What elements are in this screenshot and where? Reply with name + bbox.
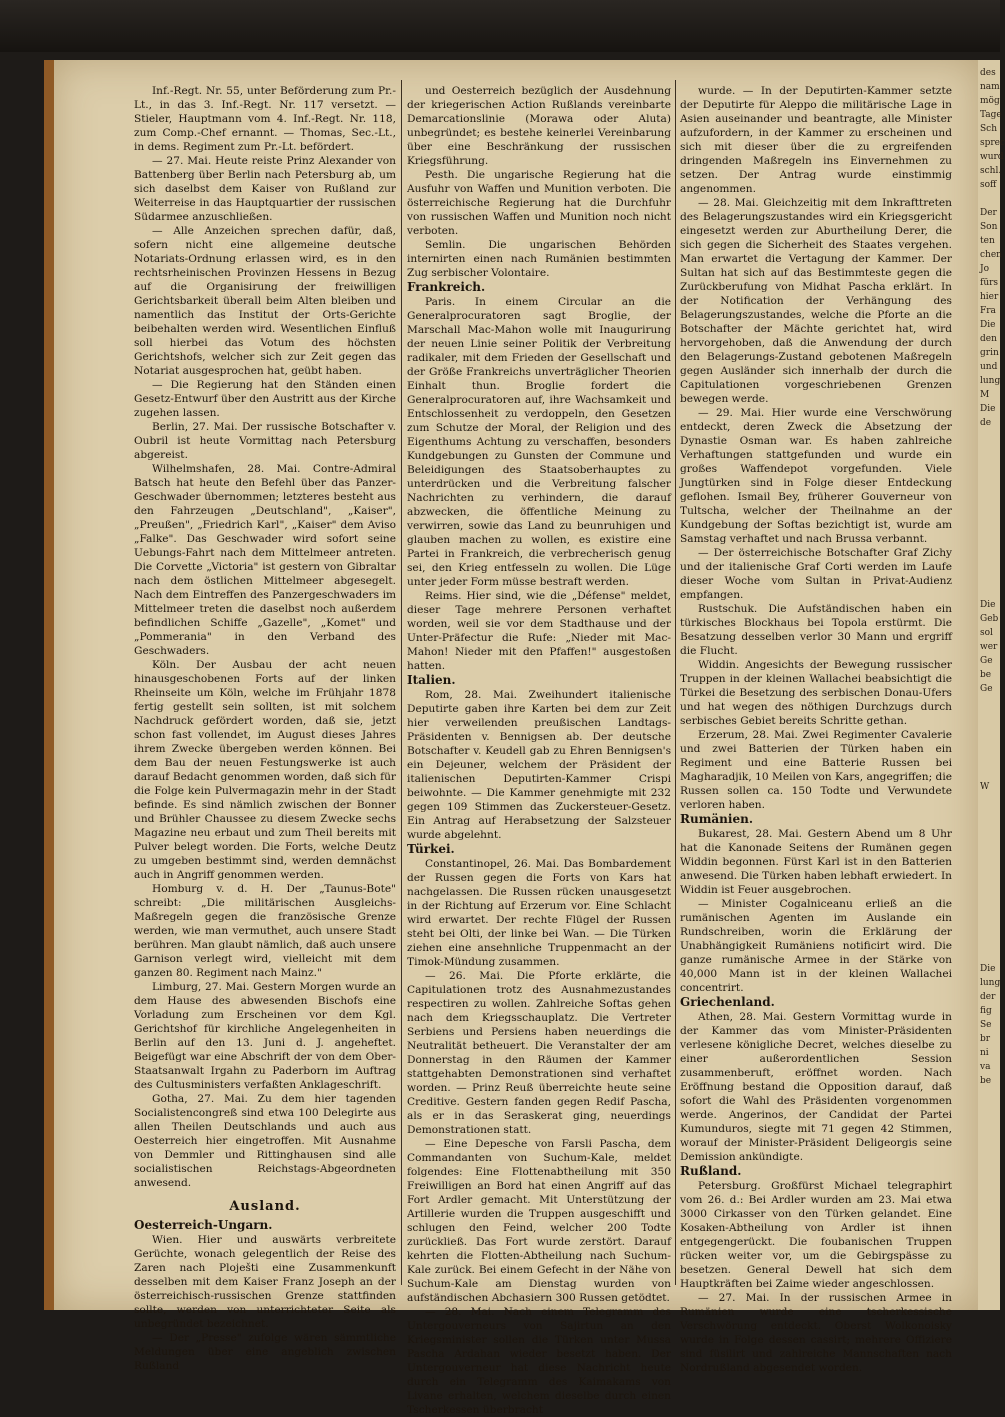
article-paragraph: und Oesterreich bezüglich der Ausdehnung der kriegerischen Action Rußlands vereinbarte Demarcationslinie (Morawa oder Aluta) unbegründet; es bestehe keinerlei Vereinbarung über eine Beschränkung der russischen Kriegsführung. <box>407 85 671 167</box>
article-paragraph: — 28. Mai. Nach einem Telegramm des Untergouverneurs von Sajirtun an den Kriegsminister sollen die Türken unter Mussa Pascha Ardahan wieder besetzt haben. Der Untergouverneur hat diese Nachricht heute durch ein Telegramm des Kaimakams von Livane erhalten, welchem dieselbe durch einen Tscherkessen überbracht <box>407 1306 671 1416</box>
article-paragraph: Constantinopel, 26. Mai. Das Bombardement der Russen gegen die Forts von Kars hat nachgelassen. Die Russen rücken unausgesetzt in der Richtung auf Erzerum vor. Eine Schlacht wird erwartet. Der rechte Flügel der Russen steht bei Olti, der linke bei Wan. — Die Türken ziehen eine ansehnliche Truppenmacht an der Timok-Mündung zusammen. <box>407 858 671 968</box>
article-paragraph: — Der österreichische Botschafter Graf Zichy und der italienische Graf Corti werden im Laufe dieser Woche vom Sultan in Privat-Audienz empfangen. <box>680 547 952 601</box>
article-paragraph: Gotha, 27. Mai. Zu dem hier tagenden Socialistencongreß sind etwa 100 Delegirte aus allen Theilen Deutschlands und auch aus Oesterreich hier eingetroffen. Mit Ausnahme von Demmler und Rittinghausen sind alle socialistischen Reichstags-Abgeordneten anwesend. <box>134 1093 396 1189</box>
country-heading-rumaenien: Rumänien. <box>680 812 753 826</box>
country-heading-griechenland: Griechenland. <box>680 995 775 1009</box>
article-paragraph: — Alle Anzeichen sprechen dafür, daß, sofern nicht eine allgemeine deutsche Notariats-Ordnung erlassen wird, es in den rechtsrheinischen Provinzen Hessens in Bezug auf die Organisirung der freiwilligen Gerichtsbarkeit überall beim Alten bleiben und namentlich das Institut der Orts-Gerichte beibehalten werden wird. Wesentlichen Einfluß soll hierbei das Votum des höchsten Gerichtshofs, welcher sich zur Zeit gegen das Notariat ausgesprochen hat, geübt haben. <box>134 225 396 377</box>
article-paragraph: Widdin. Angesichts der Bewegung russischer Truppen in der kleinen Wallachei beabsichtigt die Türkei die Besetzung des serbischen Donau-Ufers und hat wegen des nöthigen Durchzugs durch serbisches Gebiet bereits Schritte gethan. <box>680 659 952 727</box>
column-1 <box>134 84 396 1372</box>
country-heading-oesterreich: Oesterreich-Ungarn. <box>134 1218 273 1232</box>
article-paragraph: Wilhelmshafen, 28. Mai. Contre-Admiral Batsch hat heute den Befehl über das Panzer-Geschwader übernommen; letzteres besteht aus den Fahrzeugen „Deutschland", „Kaiser", „Preußen", „Friedrich Karl", „Kaiser" dem Aviso „Falke". Das Geschwader wird sofort seine Uebungs-Fahrt nach dem Mittelmeer antreten. Die Corvette „Victoria" ist gestern von Gibraltar nach dem östlichen Mittelmeer abgesegelt. Nach dem Eintreffen des Panzergeschwaders im Mittelmeer treten die daselbst noch außerdem befindlichen Schiffe „Gazelle", „Komet" und „Pommerania" in den Verband des Geschwaders. <box>134 463 396 657</box>
article-paragraph: Erzerum, 28. Mai. Zwei Regimenter Cavalerie und zwei Batterien der Türken haben ein Regiment und eine Batterie Russen bei Magharadjik, 10 Meilen von Kars, angegriffen; die Russen sollen ca. 150 Todte und Verwundete verloren haben. <box>680 729 952 811</box>
article-paragraph: — 26. Mai. Die Pforte erklärte, die Capitulationen trotz des Ausnahmezustandes respectiren zu wollen. Zahlreiche Softas gehen nach dem Kriegsschauplatz. Die Vertreter Serbiens und Persiens haben neuerdings die Neutralität betheuert. Die Veranstalter der am Donnerstag in den Räumen der Kammer stattgehabten Demonstrationen sind verhaftet worden. — Prinz Reuß überreichte heute seine Creditive. Gestern fanden gegen Redif Pascha, als er in das Seraskerat ging, neuerdings Demonstrationen statt. <box>407 970 671 1136</box>
column-rule-2 <box>675 80 676 1285</box>
article-paragraph: Rom, 28. Mai. Zweihundert italienische Deputirte gaben ihre Karten bei dem zur Zeit hier verweilenden preußischen Landtags-Präsidenten v. Bennigsen ab. Der deutsche Botschafter v. Keudell gab zu Ehren Bennigsen's ein Dejeuner, welchem der Präsident der italienischen Deputirten-Kammer Crispi beiwohnte. — Die Kammer genehmigte mit 232 gegen 109 Stimmen das Zuckersteuer-Gesetz. Ein Antrag auf Herabsetzung der Salzsteuer wurde abgelehnt. <box>407 689 671 841</box>
article-paragraph: Homburg v. d. H. Der „Taunus-Bote" schreibt: „Die militärischen Ausgleichs-Maßregeln gegen die französische Grenze werden, wie man vermuthet, auch unsere Stadt berühren. Man glaubt nämlich, daß auch unsere Garnison verlegt wird, vielleicht mit dem ganzen 80. Regiment nach Mainz." <box>134 883 396 979</box>
article-paragraph: Inf.-Regt. Nr. 55, unter Beförderung zum Pr.-Lt., in das 3. Inf.-Regt. Nr. 117 versetzt. — Stieler, Hauptmann vom 4. Inf.-Regt. Nr. 118, zum Comp.-Chef ernannt. — Thomas, Sec.-Lt., in dems. Regiment zum Pr.-Lt. befördert. <box>134 85 396 153</box>
article-paragraph: Paris. In einem Circular an die Generalprocuratoren sagt Broglie, der Marschall Mac-Mahon wolle mit Inaugurirung der neuen Linie seiner Politik der Verbreitung radikaler, mit dem Frieden der Gesellschaft und der Größe Frankreichs unverträglicher Theorien Einhalt thun. Broglie fordert die Generalprocuratoren auf, ihre Wachsamkeit und Entschlossenheit zu verdoppeln, den Gesetzen zum Schutze der Moral, der Religion und des Eigenthums Achtung zu verschaffen, besonders Kundgebungen zu Gunsten der Commune und Beleidigungen des Staatsoberhauptes zu unterdrücken und die Verbreitung falscher Nachrichten zu verhindern, die darauf abzwecken, die öffentliche Meinung zu verwirren, sowie das Land zu beunruhigen und glauben machen zu wollen, es existire eine Partei in Frankreich, die verbrecherisch genug sei, den Krieg entfesseln zu wollen. Die Lüge unter jeder Form müsse bestraft werden. <box>407 296 671 588</box>
article-paragraph: — 29. Mai. Hier wurde eine Verschwörung entdeckt, deren Zweck die Absetzung der Dynastie Osman war. Es haben zahlreiche Verhaftungen stattgefunden und wurde ein großes Waffendepot vorgefunden. Viele Jungtürken sind in Folge dieser Entdeckung geflohen. Ismail Bey, früherer Gouverneur von Tultscha, welcher der Theilnahme an der Kundgebung der Softas bezichtigt ist, wurde am Samstag verhaftet und nach Brussa verbannt. <box>680 407 952 545</box>
column-rule-1 <box>401 80 402 1285</box>
adjacent-page-edge <box>978 60 1005 1310</box>
article-paragraph: Reims. Hier sind, wie die „Défense" meldet, dieser Tage mehrere Personen verhaftet worden, weil sie vor dem Stadthause und der Unter-Präfectur die Rufe: „Nieder mit Mac-Mahon! Nieder mit den Pfaffen!" ausgestoßen hatten. <box>407 590 671 672</box>
article-paragraph: Berlin, 27. Mai. Der russische Botschafter v. Oubril ist heute Vormittag nach Petersburg abgereist. <box>134 421 396 461</box>
article-paragraph: Athen, 28. Mai. Gestern Vormittag wurde in der Kammer das vom Minister-Präsidenten verlesene königliche Decret, welches dieselbe zu einer außerordentlichen Session zusammenberuft, eröffnet worden. Nach Eröffnung bestand die Opposition darauf, daß sofort die Wahl des Präsidenten vorgenommen werde. Angerinos, der Candidat der Partei Kumunduros, siegte mit 71 gegen 42 Stimmen, worauf der Minister-Präsident Deligeorgis seine Demission ankündigte. <box>680 1011 952 1163</box>
column-2 <box>407 84 671 1416</box>
country-heading-tuerkei: Türkei. <box>407 842 455 856</box>
article-paragraph: Bukarest, 28. Mai. Gestern Abend um 8 Uhr hat die Kanonade Seitens der Rumänen gegen Widdin begonnen. Fürst Karl ist in den Batterien anwesend. Die Türken haben lebhaft erwiedert. In Widdin ist Feuer ausgebrochen. <box>680 828 952 896</box>
article-paragraph: — 28. Mai. Gleichzeitig mit dem Inkrafttreten des Belagerungszustandes wird ein Kriegsgericht eingesetzt werden zur Aburtheilung Derer, die sich gegen die Sicherheit des Staates vergehen. Man erwartet die Vertagung der Kammer. Der Sultan hat sich auf das Bestimmteste gegen die Zurückberufung von Midhat Pascha erklärt. In der Notification der Verhängung des Belagerungszustandes, welche die Pforte an die Botschafter der Mächte gerichtet hat, wird hervorgehoben, daß die Anwendung der durch den Belagerungs-Zustand gebotenen Maßregeln gegen Ausländer sich innerhalb der durch die Capitulationen vorgeschriebenen Grenzen bewegen werde. <box>680 197 952 405</box>
article-paragraph: — Eine Depesche von Farsli Pascha, dem Commandanten von Suchum-Kale, meldet folgendes: Eine Flottenabtheilung mit 350 Freiwilligen an Bord hat einen Angriff auf das Fort Ardler gemacht. Mit Unterstützung der Artillerie wurden die Truppen ausgeschifft und schlugen den Feind, welcher 200 Todte zurückließ. Das Fort wurde zerstört. Darauf kehrten die Flotten-Abtheilung nach Suchum-Kale zurück. Bei einem Gefecht in der Nähe von Suchum-Kale am Dienstag wurden von aufständischen Abchasiern 300 Russen getödtet. <box>407 1138 671 1304</box>
country-heading-russland: Rußland. <box>680 1164 742 1178</box>
article-paragraph: Pesth. Die ungarische Regierung hat die Ausfuhr von Waffen und Munition verboten. Die österreichische Regierung hat die Durchfuhr von russischen Waffen und Munition noch nicht verboten. <box>407 169 671 237</box>
country-heading-italien: Italien. <box>407 673 456 687</box>
section-heading-ausland: Ausland. <box>229 1199 301 1214</box>
article-paragraph: — Die Regierung hat den Ständen einen Gesetz-Entwurf über den Austritt aus der Kirche zugehen lassen. <box>134 379 396 419</box>
article-paragraph: — 27. Mai. In der russischen Armee in Rumänien wurde eine tscherkessische Verschwörung entdeckt. Oberst Wolkonoisky wurde in Folge dessen cassirt; mehrere Offiziere sind füsilirt und zahlreiche Mannschaften nach Nordrußland abgesendet worden. <box>680 1292 952 1374</box>
article-paragraph: Petersburg. Großfürst Michael telegraphirt vom 26. d.: Bei Ardler wurden am 23. Mai etwa 3000 Cirkasser von den Türken gelandet. Eine Kosaken-Abtheilung von Ardler ist ihnen entgegengerückt. Die foubanischen Truppen rücken weiter vor, um die Gebirgspässe zu besetzen. General Dewell hat sich dem Hauptkräften bei Zaime wieder angeschlossen. <box>680 1180 952 1290</box>
article-paragraph: Wien. Hier und auswärts verbreitete Gerüchte, wonach gelegentlich der Reise des Zaren nach Ploješti eine Zusammenkunft desselben mit dem Kaiser Franz Joseph an der österreichisch-russischen Grenze stattfinden sollte, werden von unterrichteter Seite als unbegründet bezeichnet. <box>134 1234 396 1330</box>
country-heading-frankreich: Frankreich. <box>407 280 486 294</box>
article-paragraph: — 27. Mai. Heute reiste Prinz Alexander von Battenberg über Berlin nach Petersburg ab, um sich daselbst dem Kaiser von Rußland zur Weiterreise in das Hauptquartier der russischen Südarmee anzuschließen. <box>134 155 396 223</box>
article-paragraph: — Der „Presse" zufolge wären sämmtliche Meldungen über eine angeblich zwischen Rußland <box>134 1332 396 1372</box>
article-paragraph: — Minister Cogalniceanu erließ an die rumänischen Agenten im Auslande ein Rundschreiben, worin die Erklärung der Unabhängigkeit Rumäniens notificirt wird. Die ganze rumänische Armee in der Stärke von 40,000 Mann ist in der kleinen Wallachei concentrirt. <box>680 898 952 994</box>
scan-background <box>0 0 1000 52</box>
article-paragraph: Köln. Der Ausbau der acht neuen hinausgeschobenen Forts auf der linken Rheinseite um Köln, welche im Frühjahr 1878 fertig gestellt sein sollten, ist mit solchem Nachdruck gefördert worden, daß sie, jetzt schon fast vollendet, im August dieses Jahres ihrem Zwecke übergeben werden können. Bei dem Bau der neuen Festungswerke ist auch darauf Bedacht genommen worden, daß sich für die Folge kein Pulvermagazin mehr in der Stadt befinde. Es sind nämlich zwischen der Bonner und Brühler Chaussee zu diesem Zwecke sechs Magazine neu erbaut und zum Theil bereits mit Pulver belegt worden. Die Forts, welche Deutz zu umgeben bestimmt sind, werden demnächst auch in Angriff genommen werden. <box>134 659 396 881</box>
article-paragraph: Rustschuk. Die Aufständischen haben ein türkisches Blockhaus bei Topola erstürmt. Die Besatzung desselben verlor 30 Mann und ergriff die Flucht. <box>680 603 952 657</box>
article-paragraph: Limburg, 27. Mai. Gestern Morgen wurde an dem Hause des abwesenden Bischofs eine Vorladung zum Erscheinen vor dem Kgl. Gerichtshof für kirchliche Angelegenheiten in Berlin auf den 13. Juni d. J. angeheftet. Beigefügt war eine Abschrift der von dem Ober-Staatsanwalt Irgahn zu Paderborn im Auftrag des Cultusministers verfaßten Anklageschrift. <box>134 981 396 1091</box>
article-paragraph: Semlin. Die ungarischen Behörden internirten einen nach Rumänien bestimmten Zug serbischer Volontaire. <box>407 239 671 279</box>
column-3 <box>680 84 952 1374</box>
article-paragraph: wurde. — In der Deputirten-Kammer setzte der Deputirte für Aleppo die militärische Lage in Asien auseinander und beantragte, alle Minister aufzufordern, in der Kammer zu erscheinen und sich mit dieser über die zu ergreifenden dringenden Maßregeln ins Einvernehmen zu setzen. Der Antrag wurde einstimmig angenommen. <box>680 85 952 195</box>
adjacent-page-text: des nam mög Tage Sch sprec wurd schl. soff Der Son ten chen Jo fürs hier Fra Die den grin und lung M Die de Die Geb sol wer Ge be Ge W Die lung der fig Se br ni va be <box>980 68 1005 1086</box>
